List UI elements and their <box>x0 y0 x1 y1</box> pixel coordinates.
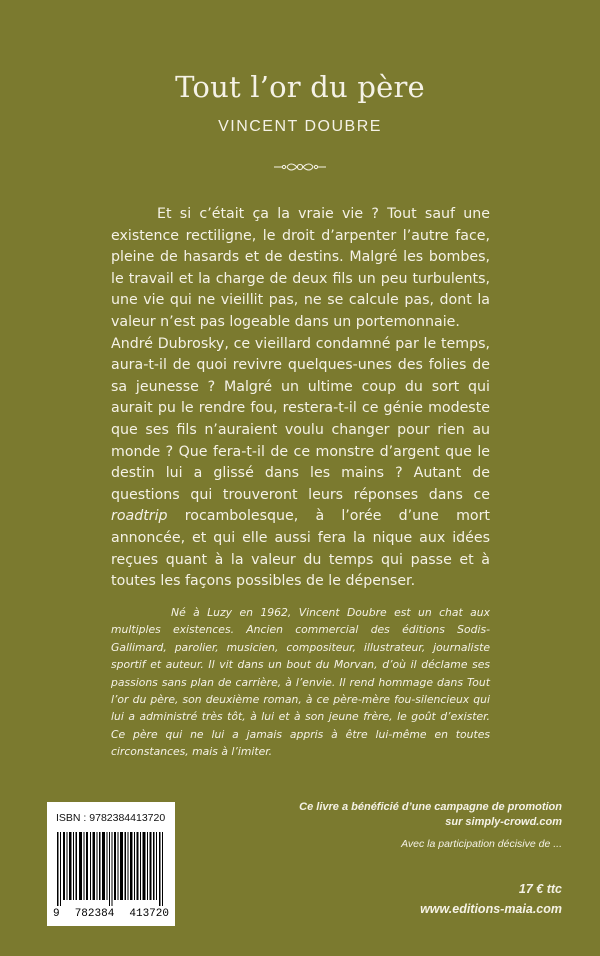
synopsis-paragraph-2-end: rocambolesque, à l’orée d’une mort annoncée, et qui elle aussi fera la nique aux idées reçues quant à la valeur du temps qui passe et à toutes les façons possibles de le dépenser. <box>111 508 490 590</box>
barcode-digit-prefix: 9 <box>53 908 60 920</box>
isbn-label: ISBN : 9782384413720 <box>56 812 166 824</box>
barcode-box <box>47 802 175 926</box>
price: 17 € ttc <box>518 882 562 896</box>
synopsis-paragraph-2-start: André Dubrosky, ce vieillard condamné par le temps, aura-t-il de quoi revivre quelques-unes des folies de sa jeunesse ? Malgré un ultime coup du sort qui aurait pu le rendre fou, restera-t-il ce génie modeste que ses fils n’auraient voulu changer pour rien au monde ? Que fera-t-il de ce monstre d’argent que le destin lui a glissé dans les mains ? Autant de questions qui trouveront leurs réponses dans ce <box>111 335 490 503</box>
promo-line-2: sur simply-crowd.com <box>445 816 562 828</box>
promo-line-1: Ce livre a bénéficié d’une campagne de promotion <box>299 801 562 813</box>
barcode-digit-group-1: 782384 <box>74 908 115 920</box>
barcode-digits <box>53 908 169 920</box>
participation-text: Avec la participation décisive de ... <box>401 838 562 850</box>
publisher-website: www.editions-maia.com <box>420 902 562 916</box>
decorative-flourish-icon <box>270 160 330 174</box>
author-bio: Né à Luzy en 1962, Vincent Doubre est un chat aux multiples existences. Ancien commercial des éditions Sodis-Gallimard, parolier, musicien, compositeur, illustrateur, journaliste sportif et auteur. Il vit dans un bout du Morvan, d’où il déclame ses passions sans plan de carrière, à l’envie. Il rend hommage dans Tout l’or du père, son deuxième roman, à ce père-mère fou-silencieux qui lui a administré très tôt, à lui et à son jeune frère, le goût d’exister. Ce père qui ne lui a jamais appris à être lui-même en toutes circonstances, mais à l’imiter. <box>111 606 490 759</box>
synopsis-paragraph-2 <box>111 334 490 593</box>
synopsis-paragraph-1: Et si c’était ça la vraie vie ? Tout sauf une existence rectiligne, le droit d’arpenter l’autre face, pleine de hasards et de destins. Malgré les bombes, le travail et la charge de deux fils un peu turbulents, une vie qui ne vieillit pas, ne se calcule pas, dont la valeur n’est pas logeable dans un portemonnaie. <box>111 206 490 330</box>
synopsis <box>111 204 490 593</box>
author-name: VINCENT DOUBRE <box>218 118 382 135</box>
barcode-digit-group-2: 413720 <box>129 908 169 920</box>
synopsis-italic-word: roadtrip <box>111 508 168 525</box>
promo-text <box>242 800 562 830</box>
book-title: Tout l’or du père <box>175 70 425 104</box>
barcode-image <box>55 832 167 906</box>
